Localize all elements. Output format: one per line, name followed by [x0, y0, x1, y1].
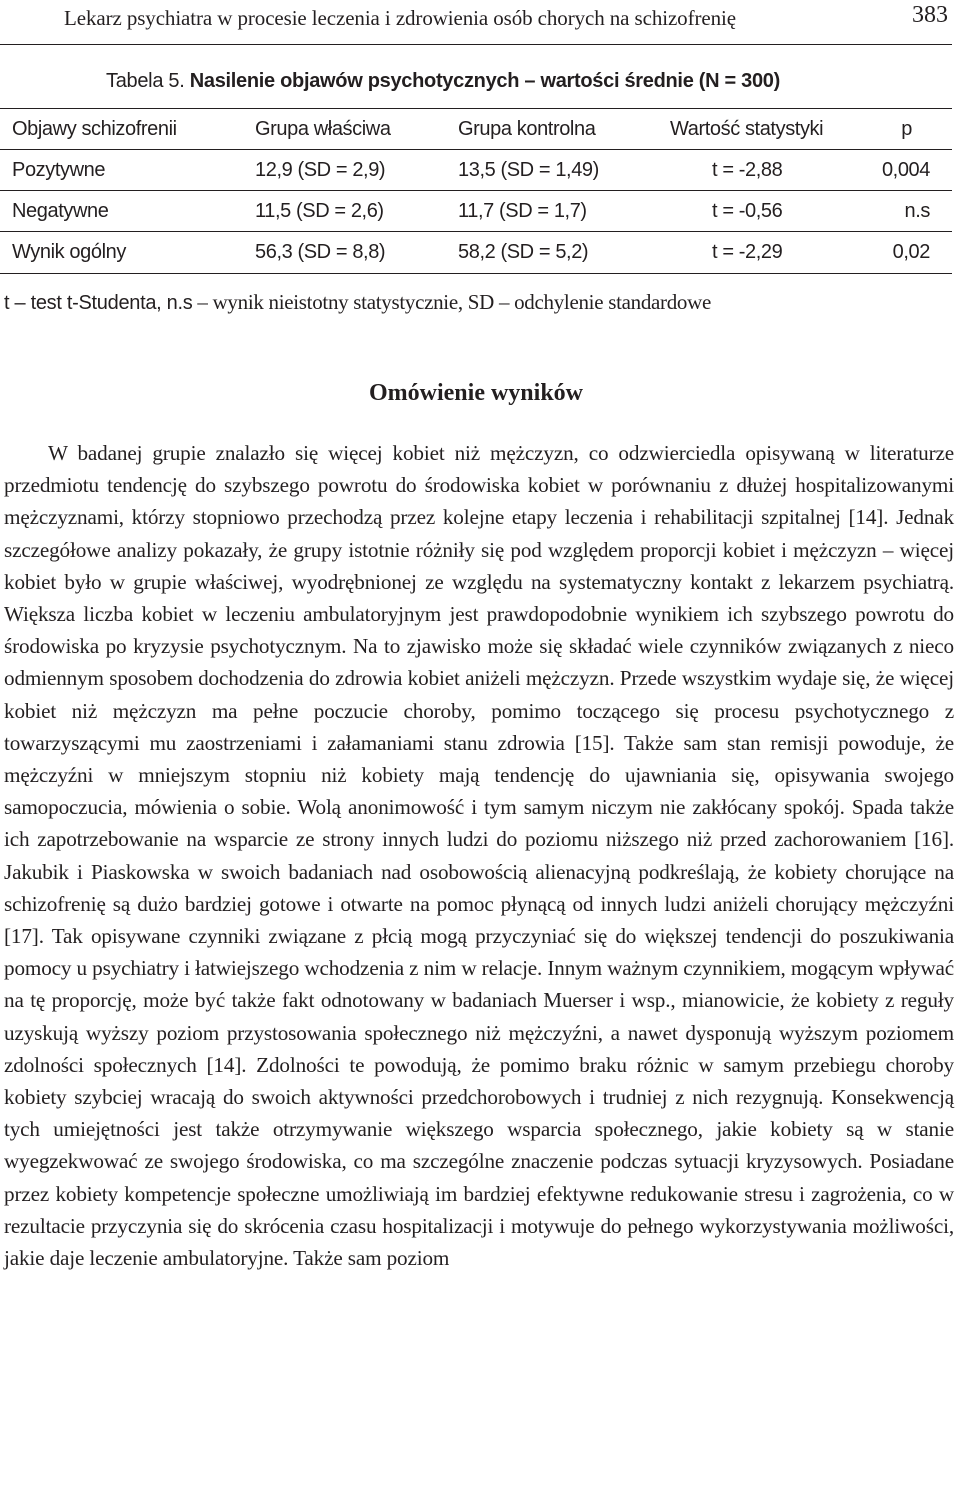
table-cell: 58,2 (SD = 5,2)	[458, 241, 589, 263]
column-header: Objawy schizofrenii	[12, 118, 177, 140]
table-caption	[106, 70, 780, 93]
body-paragraph: W badanej grupie znalazło się więcej kobiet niż mężczyzn, co odzwierciedla opisywaną w literaturze przedmiotu tendencję do szybszego powrotu do środowiska kobiet w porównaniu z dłużej hospitalizowanymi mężczyznami, którzy stopniowo przechodzą przez kolejne etapy leczenia i rehabilitacji szpitalnej [14]. Jednak szczegółowe analizy pokazały, że grupy istotnie różniły się pod względem proporcji kobiet i mężczyzn – więcej kobiet było w grupie właściwej, wyodrębnionej ze względu na systematyczny kontakt z lekarzem psychiatrą. Większa liczba kobiet w leczeniu ambulatoryjnym jest prawdopodobnie wynikiem ich szybszego powrotu do środowiska po kryzysie psychotycznym. Na to zjawisko może się składać wiele czynników związanych z nieco odmiennym sposobem dochodzenia do zdrowia kobiet aniżeli mężczyzn. Przede wszystkim wydaje się, że więcej kobiet niż mężczyzn ma pełne poczucie choroby, pomimo toczącego się procesu psychotycznego z towarzyszącymi mu zaostrzeniami i załamaniami stanu zdrowia [15]. Także sam stan remisji powoduje, że mężczyźni w mniejszym stopniu niż kobiety mają tendencję do ujawniania się, opisywania swojego samopoczucia, mówienia o sobie. Wolą anonimowość i tym samym niczym nie zakłócany spokój. Spada także ich zapotrzebowanie na wsparcie ze strony innych ludzi do poziomu niższego niż przed zachorowaniem [16]. Jakubik i Piaskowska w swoich badaniach nad osobowością alienacyjną podkreślają, że kobiety chorujące na schizofrenię są dużo bardziej gotowe i otwarte na pomoc płynącą od innych ludzi aniżeli chorujący mężczyźni [17]. Tak opisywane czynniki związane z płcią mogą przyczyniać się do większej tendencji do poszukiwania pomocy u psychiatry i łatwiejszego wchodzenia z nim w relacje. Innym ważnym czynnikiem, mogącym wpływać na tę proporcję, może być także fakt odnotowany w badaniach Muerser i wsp., mianowicie, że kobiety z reguły uzyskują wyższy poziom przystosowania społecznego niż mężczyźni, a nawet dysponują wyższym poziomem zdolności społecznych [14]. Zdolności te powodują, że pomimo braku różnic w samym przebiegu choroby kobiety szybciej wracają do swoich aktywności przedchorobowych i trudniej z nich rezygnują. Konsekwencją tych umiejętności jest także otrzymywanie większego wsparcia społecznego, jakie kobiety są w stanie wyegzekwować ze swojego środowiska, co ma szczególne znaczenie podczas sytuacji kryzysowych. Posiadane przez kobiety kompetencje społeczne umożliwiają im bardziej efektywne redukowanie stresu i zagrożenia, co w rezultacie przyczynia się do skrócenia czasu hospitalizacji i motywuje do pełnego wykorzystywania możliwości, jakie daje leczenie ambulatoryjne. Także sam poziom	[4, 441, 954, 1271]
table-cell: 12,9 (SD = 2,9)	[255, 159, 386, 181]
table-cell: Wynik ogólny	[12, 241, 126, 263]
column-header: Grupa właściwa	[255, 118, 391, 140]
table-footnote	[4, 290, 711, 315]
body-text	[4, 437, 954, 1274]
table-cell: Pozytywne	[12, 159, 106, 181]
table-row	[0, 232, 952, 273]
table-cell: t = -2,29	[712, 241, 783, 263]
column-header: Wartość statystyki	[670, 118, 824, 140]
results-table	[0, 108, 952, 274]
table-cell: t = -0,56	[712, 200, 783, 222]
table-row	[0, 191, 952, 232]
table-footnote-abbrev: t – test t-Studenta, n.s	[4, 292, 193, 314]
section-heading: Omówienie wyników	[368, 380, 583, 406]
table-footnote-text: – wynik nieistotny statystycznie, SD – odchylenie standardowe	[192, 290, 712, 314]
table-cell: Negatywne	[12, 200, 109, 222]
running-head-title: Lekarz psychiatra w procesie leczenia i zdrowienia osób chorych na schizofrenię	[64, 6, 736, 30]
table-cell: n.s	[904, 200, 930, 222]
table-cell: 13,5 (SD = 1,49)	[458, 159, 599, 181]
table-caption-label: Tabela 5.	[106, 70, 185, 92]
table-cell: 0,02	[892, 241, 930, 263]
table-header-row	[0, 109, 952, 150]
table-row	[0, 150, 952, 191]
table-cell: 11,5 (SD = 2,6)	[255, 200, 384, 222]
table-cell: 0,004	[881, 159, 930, 181]
page-number: 383	[912, 2, 948, 28]
column-header: Grupa kontrolna	[458, 118, 596, 140]
table-caption-title: Nasilenie objawów psychotycznych – wartości średnie (N = 300)	[189, 70, 780, 92]
table-cell: 11,7 (SD = 1,7)	[458, 200, 587, 222]
table-cell: 56,3 (SD = 8,8)	[255, 241, 386, 263]
table-cell: t = -2,88	[712, 159, 783, 181]
column-header: p	[901, 118, 912, 140]
running-head	[0, 0, 952, 45]
